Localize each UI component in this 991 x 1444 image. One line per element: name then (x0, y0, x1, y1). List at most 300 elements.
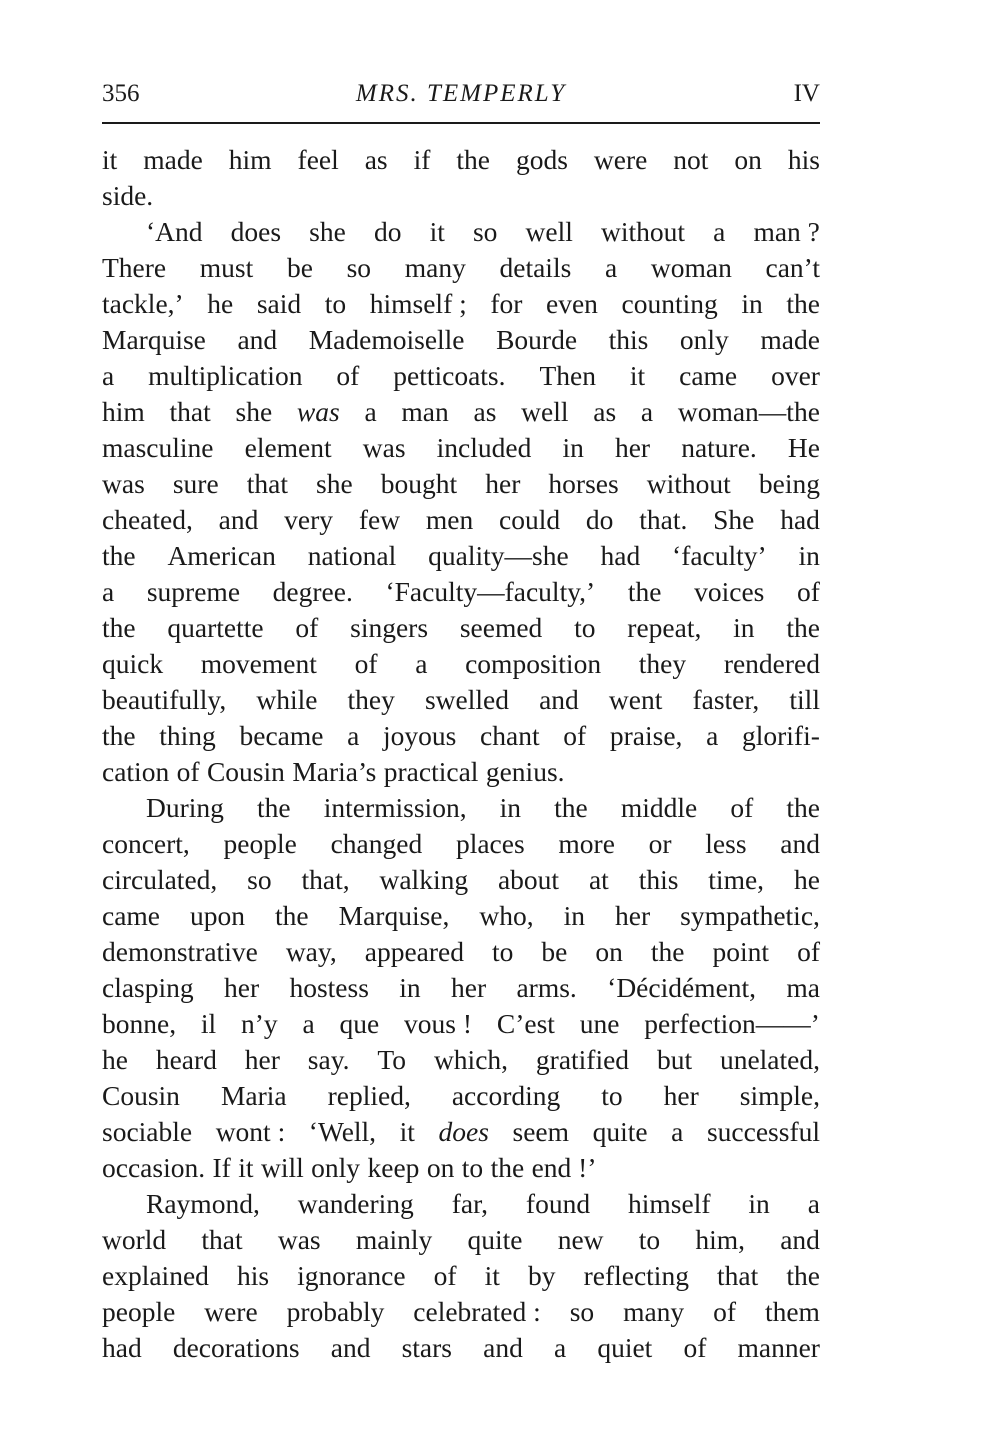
word: so (569, 1296, 595, 1327)
word: cation (102, 756, 170, 787)
word: celebrated : (413, 1296, 541, 1327)
word: appeared (364, 936, 464, 967)
word: walking (379, 864, 469, 895)
word: il (200, 1008, 217, 1039)
word: if (413, 144, 431, 175)
text-line (102, 862, 820, 898)
word: wandering (297, 1188, 414, 1219)
word: only (311, 1152, 361, 1183)
word: praise, (609, 720, 683, 751)
word: in (741, 288, 763, 319)
word: masculine (102, 432, 214, 463)
text-line (102, 898, 820, 934)
word: of (730, 792, 754, 823)
word: way, (285, 936, 337, 967)
word: he (793, 864, 820, 895)
word: do (585, 504, 614, 535)
word: a (415, 648, 428, 679)
word: joyous (383, 720, 457, 751)
word: her (451, 972, 487, 1003)
word: her (663, 1080, 699, 1111)
word: that (717, 1260, 759, 1291)
word: ma (786, 972, 820, 1003)
word: does (230, 216, 282, 247)
word: feel (297, 144, 339, 175)
word: in (563, 900, 586, 931)
word: occasion. (102, 1152, 206, 1183)
word: without (646, 468, 731, 499)
word: explained (102, 1260, 209, 1291)
word: so (247, 864, 272, 895)
word: reflecting (583, 1260, 689, 1291)
word: of (295, 612, 319, 643)
word: chant (480, 720, 540, 751)
text-line (102, 718, 820, 754)
word: que (339, 1008, 380, 1039)
word: the (102, 720, 136, 751)
word: world (102, 1224, 167, 1255)
word: the (786, 1260, 820, 1291)
word: the (257, 792, 291, 823)
word: him (228, 144, 272, 175)
word: ignorance (297, 1260, 406, 1291)
word: till (789, 684, 820, 715)
word: will (260, 1152, 304, 1183)
word: genius. (485, 756, 565, 787)
word: on (595, 936, 623, 967)
word: the (786, 792, 820, 823)
word: him (102, 396, 145, 427)
text-line (102, 214, 820, 250)
word: a (302, 1008, 315, 1039)
word: himself (628, 1188, 711, 1219)
word: keep (367, 1152, 420, 1183)
word: well (521, 396, 569, 427)
word: quality—she (428, 540, 569, 571)
text-line (102, 1078, 820, 1114)
word: her (244, 1044, 280, 1075)
running-header (102, 80, 820, 114)
word: and (780, 1224, 820, 1255)
word: but (656, 1044, 693, 1075)
word: a (364, 396, 377, 427)
word: to (491, 936, 514, 967)
word: the (786, 288, 820, 319)
word: hostess (289, 972, 369, 1003)
word: and (539, 684, 579, 715)
word: being (758, 468, 820, 499)
text-line (102, 826, 820, 862)
word: people (102, 1296, 176, 1327)
word: simple, (739, 1080, 820, 1111)
word: quick (102, 648, 164, 679)
word: in (798, 540, 820, 571)
word: or (648, 828, 672, 859)
word: while (256, 684, 318, 715)
word: could (499, 504, 561, 535)
word: composition (465, 648, 602, 679)
word: sympathetic, (680, 900, 820, 931)
text-line (102, 790, 820, 826)
word: ‘Décidément, (607, 972, 757, 1003)
word: changed (330, 828, 423, 859)
word: she (309, 216, 346, 247)
text-line (102, 502, 820, 538)
word: according (451, 1080, 561, 1111)
word: to (601, 1080, 623, 1111)
word: do (373, 216, 402, 247)
word: voices (694, 576, 765, 607)
word: few (358, 504, 401, 535)
word: people (223, 828, 297, 859)
word: woman (650, 252, 732, 283)
word: had (102, 1332, 142, 1363)
word: him, (695, 1224, 745, 1255)
word: man ? (753, 216, 820, 247)
word: were (204, 1296, 258, 1327)
word: they (638, 648, 687, 679)
word: wont : (215, 1116, 286, 1147)
text-line (102, 430, 820, 466)
word: was (362, 432, 406, 463)
text-line (102, 466, 820, 502)
text-line (102, 286, 820, 322)
word: circulated, (102, 864, 218, 895)
running-title: MRS. TEMPERLY (355, 80, 567, 107)
word: less (705, 828, 747, 859)
header-rule (102, 122, 820, 124)
word: well (525, 216, 573, 247)
word: supreme (146, 576, 241, 607)
word: about (497, 864, 560, 895)
word: of (713, 1296, 737, 1327)
word: the (102, 612, 136, 643)
word: of (563, 720, 587, 751)
text-line (102, 646, 820, 682)
word: end !’ (531, 1152, 597, 1183)
word: she (235, 396, 273, 427)
word: She (713, 504, 755, 535)
word: ‘faculty’ (672, 540, 767, 571)
word: repeat, (627, 612, 702, 643)
word: in (399, 972, 421, 1003)
word: his (236, 1260, 270, 1291)
word: point (712, 936, 770, 967)
word: man (401, 396, 449, 427)
word: manner (737, 1332, 820, 1363)
word: the (786, 612, 820, 643)
word: and (780, 828, 820, 859)
word: became (239, 720, 324, 751)
word: and (330, 1332, 371, 1363)
text-line (102, 1294, 820, 1330)
word: men (425, 504, 474, 535)
word: it (399, 1116, 415, 1147)
word: Maria (220, 1080, 287, 1111)
word: petticoats. (393, 360, 506, 391)
word: to (461, 1152, 484, 1183)
word: it (629, 360, 646, 391)
word: far, (451, 1188, 489, 1219)
word: in (562, 432, 584, 463)
word: very (284, 504, 334, 535)
word: American (167, 540, 276, 571)
word: details (499, 252, 572, 283)
word: glorifi- (741, 720, 820, 751)
word: degree. (272, 576, 353, 607)
word: that (201, 1224, 243, 1255)
word: swelled (424, 684, 509, 715)
word: arms. (516, 972, 577, 1003)
word: bought (380, 468, 458, 499)
word: who, (479, 900, 534, 931)
word: If (212, 1152, 231, 1183)
text-line (102, 250, 820, 286)
word: without (600, 216, 686, 247)
word: replied, (327, 1080, 411, 1111)
word: middle (620, 792, 698, 823)
word: the (554, 792, 588, 823)
word: that (169, 396, 211, 427)
word: movement (200, 648, 317, 679)
word: went (608, 684, 663, 715)
word: time, (708, 864, 765, 895)
word: practical (383, 756, 479, 787)
word: in (748, 1188, 770, 1219)
word: it (102, 144, 118, 175)
word: to (574, 612, 596, 643)
word: this (608, 324, 649, 355)
word: her (614, 432, 651, 463)
word: they (347, 684, 395, 715)
word: successful (706, 1116, 820, 1147)
word: which, (433, 1044, 509, 1075)
word: of (176, 756, 200, 787)
word: does (438, 1116, 489, 1147)
word: that, (301, 864, 350, 895)
word: side. (102, 180, 154, 211)
text-line (102, 1150, 820, 1186)
word: of (433, 1260, 457, 1291)
word: be (286, 252, 313, 283)
word: beautifully, (102, 684, 227, 715)
word: perfection——’ (644, 1008, 820, 1039)
text-line (102, 394, 820, 430)
word: to (324, 288, 347, 319)
word: a (640, 396, 654, 427)
word: her (485, 468, 521, 499)
word: of (797, 576, 820, 607)
word: a (671, 1116, 684, 1147)
word: quite (592, 1116, 648, 1147)
word: sure (172, 468, 219, 499)
word: in (733, 612, 755, 643)
word: thing (159, 720, 216, 751)
word: ‘Well, (308, 1116, 377, 1147)
word: During (146, 792, 224, 823)
text-line (102, 682, 820, 718)
word: that. (639, 504, 688, 535)
word: ‘And (146, 216, 203, 247)
word: it (429, 216, 445, 247)
word: be (541, 936, 568, 967)
word: quiet (597, 1332, 653, 1363)
word: n’y (241, 1008, 278, 1039)
word: new (557, 1224, 604, 1255)
word: more (558, 828, 615, 859)
word: bonne, (102, 1008, 177, 1039)
word: He (787, 432, 820, 463)
text-line (102, 178, 820, 214)
word: he (207, 288, 234, 319)
word: included (436, 432, 532, 463)
text-line (102, 574, 820, 610)
word: seem (512, 1116, 570, 1147)
word: There (102, 252, 167, 283)
word: gods (515, 144, 568, 175)
word: quite (467, 1224, 523, 1255)
word: in (499, 792, 522, 823)
word: and (218, 504, 259, 535)
word: rendered (723, 648, 820, 679)
word: only (679, 324, 729, 355)
word: a (807, 1188, 820, 1219)
word: decorations (172, 1332, 300, 1363)
word: national (307, 540, 397, 571)
word: Cousin (206, 756, 285, 787)
text-line (102, 1222, 820, 1258)
text-line (102, 970, 820, 1006)
word: made (760, 324, 820, 355)
word: vous ! (404, 1008, 473, 1039)
word: the (490, 1152, 525, 1183)
word: so (346, 252, 372, 283)
text-line (102, 1042, 820, 1078)
word: une (579, 1008, 620, 1039)
word: the (275, 900, 309, 931)
text-line (102, 610, 820, 646)
word: himself ; (369, 288, 467, 319)
word: counting (621, 288, 718, 319)
word: for (490, 288, 523, 319)
word: was (296, 396, 340, 427)
word: nature. (681, 432, 757, 463)
word: as (364, 144, 388, 175)
word: demonstrative (102, 936, 258, 967)
text-line (102, 934, 820, 970)
word: on (426, 1152, 455, 1183)
word: many (623, 1296, 685, 1327)
word: must (199, 252, 254, 283)
word: them (764, 1296, 820, 1327)
word: a (347, 720, 360, 751)
word: Mademoiselle (308, 324, 465, 355)
word: of (354, 648, 378, 679)
word: it (484, 1260, 500, 1291)
word: To (377, 1044, 407, 1075)
word: many (404, 252, 466, 283)
word: Maria’s (292, 756, 377, 787)
word: and (237, 324, 278, 355)
word: Raymond, (146, 1188, 260, 1219)
word: the (627, 576, 662, 607)
word: of (336, 360, 360, 391)
word: of (797, 936, 820, 967)
word: a (102, 360, 115, 391)
text-line (102, 142, 820, 178)
word: as (473, 396, 497, 427)
word: her (224, 972, 260, 1003)
word: stars (401, 1332, 452, 1363)
word: seemed (459, 612, 543, 643)
word: unelated, (719, 1044, 820, 1075)
word: heard (155, 1044, 217, 1075)
word: to (638, 1224, 661, 1255)
word: her (615, 900, 651, 931)
word: multiplication (148, 360, 303, 391)
word: and (483, 1332, 523, 1363)
word: at (588, 864, 609, 895)
word: tackle,’ (102, 288, 184, 319)
word: intermission, (323, 792, 467, 823)
word: found (525, 1188, 591, 1219)
word: had (600, 540, 641, 571)
text-line (102, 754, 820, 790)
word: the (650, 936, 685, 967)
word: that (246, 468, 288, 499)
word: sociable (102, 1116, 193, 1147)
word: a (604, 252, 618, 283)
text-line (102, 1330, 820, 1366)
word: a (102, 576, 115, 607)
text-line (102, 322, 820, 358)
word: a (706, 720, 719, 751)
word: of (683, 1332, 707, 1363)
word: was (277, 1224, 321, 1255)
word: say. (307, 1044, 350, 1075)
word: the (456, 144, 490, 175)
text-line (102, 1114, 820, 1150)
word: over (771, 360, 820, 391)
word: a (553, 1332, 567, 1363)
page-number: 356 (102, 80, 140, 107)
word: Cousin (102, 1080, 180, 1111)
text-line (102, 1258, 820, 1294)
word: Then (539, 360, 596, 391)
word: singers (350, 612, 429, 643)
word: cheated, (102, 504, 193, 535)
word: mainly (355, 1224, 433, 1255)
word: gratified (535, 1044, 630, 1075)
word: ‘Faculty—faculty,’ (385, 576, 596, 607)
text-line (102, 358, 820, 394)
word: he (102, 1044, 128, 1075)
word: can’t (765, 252, 820, 283)
word: Bourde (496, 324, 578, 355)
text-line (102, 1186, 820, 1222)
word: clasping (102, 972, 194, 1003)
word: was (102, 468, 145, 499)
text-line (102, 1006, 820, 1042)
word: upon (190, 900, 246, 931)
word: places (455, 828, 525, 859)
word: Marquise (102, 324, 206, 355)
word: horses (548, 468, 619, 499)
word: quartette (167, 612, 264, 643)
word: concert, (102, 828, 190, 859)
word: faster, (692, 684, 760, 715)
word: woman—the (677, 396, 820, 427)
